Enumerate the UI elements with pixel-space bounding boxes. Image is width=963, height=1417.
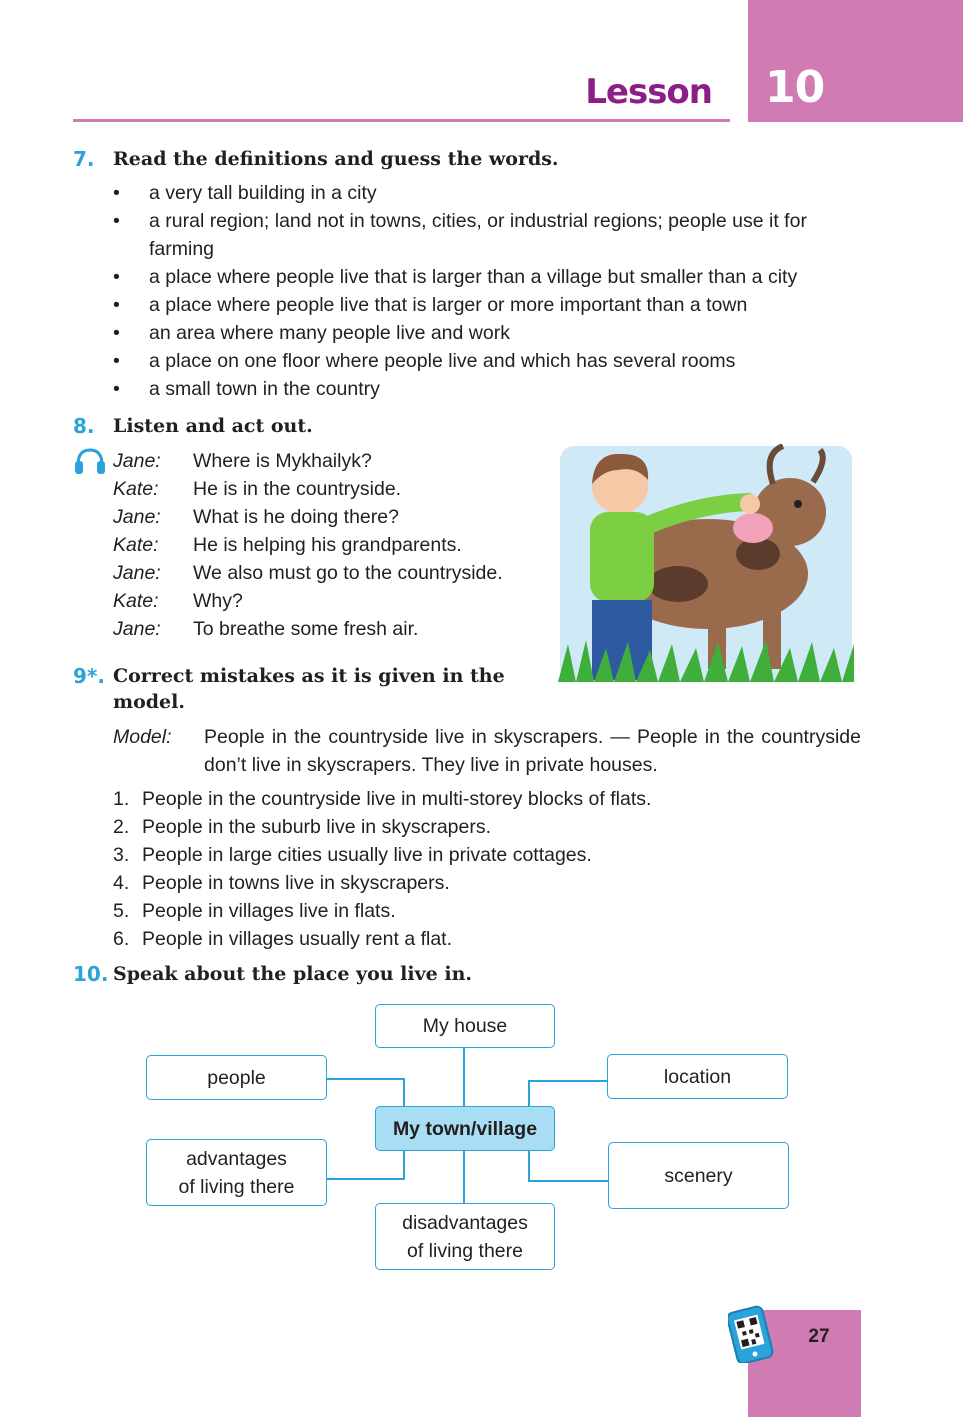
exercise-9-title-line-1: Correct mistakes as it is given in the (113, 665, 505, 687)
model-text: People in the countryside live in skyscrapers. — People in the countryside don’t live in skyscrapers. They live in private houses. (204, 726, 861, 776)
dialog-line: Kate: Why? (113, 590, 243, 612)
lesson-title: Lesson (585, 72, 712, 112)
connector-line (403, 1150, 405, 1180)
dialog-line: Jane: Where is Mykhailyk? (113, 450, 372, 472)
list-item: 4. People in towns live in skyscrapers. (113, 872, 450, 894)
header-divider (73, 119, 730, 122)
qr-phone-icon[interactable] (728, 1303, 774, 1363)
exercise-9-number: 9*. (73, 664, 105, 688)
list-item: • a place where people live that is larger than a village but smaller than a city (113, 266, 798, 288)
connector-line (326, 1078, 405, 1080)
list-item: 2. People in the suburb live in skyscrapers. (113, 816, 492, 838)
lesson-number: 10 (765, 62, 825, 113)
dialog (113, 447, 553, 643)
connector-line (463, 1047, 465, 1107)
list-item: 6. People in villages usually rent a flat. (113, 928, 453, 950)
list-item: • a very tall building in a city (113, 182, 377, 204)
node-location: location (607, 1054, 788, 1099)
page-number: 27 (808, 1326, 830, 1347)
dialog-line: Kate: He is helping his grandparents. (113, 534, 462, 556)
exercise-10-title: Speak about the place you live in. (113, 963, 473, 985)
connector-line (403, 1078, 405, 1107)
node-my-house: My house (375, 1004, 555, 1048)
exercise-7-number: 7. (73, 147, 95, 171)
connector-line (528, 1080, 608, 1082)
list-item: • an area where many people live and work (113, 322, 510, 344)
connector-line (528, 1180, 609, 1182)
dialog-line: Jane: To breathe some fresh air. (113, 618, 419, 640)
connector-line (463, 1150, 465, 1204)
model-label: Model: (113, 726, 172, 748)
node-scenery: scenery (608, 1142, 789, 1209)
dialog-line: Jane: What is he doing there? (113, 506, 399, 528)
node-advantages: advantages of living there (146, 1139, 327, 1206)
connector-line (528, 1150, 530, 1182)
list-item: 1. People in the countryside live in multi-storey blocks of flats. (113, 788, 652, 810)
dialog-line: Jane: We also must go to the countryside. (113, 562, 503, 584)
connector-line (326, 1178, 405, 1180)
exercise-10-number: 10. (73, 962, 109, 986)
list-item: • a small town in the country (113, 378, 380, 400)
boy-with-cow-illustration (558, 444, 854, 686)
list-item: 5. People in villages live in flats. (113, 900, 396, 922)
list-item: • a rural region; land not in towns, cities, or industrial regions; people use it for farming (113, 210, 807, 260)
headphones-icon[interactable] (73, 447, 107, 475)
definitions-list (113, 179, 873, 403)
connector-line (528, 1080, 530, 1107)
dialog-line: Kate: He is in the countryside. (113, 478, 402, 500)
node-my-town-village: My town/village (375, 1106, 555, 1151)
node-people: people (146, 1055, 327, 1100)
exercise-8-title: Listen and act out. (113, 415, 313, 437)
list-item: • a place on one floor where people live and which has several rooms (113, 350, 736, 372)
list-item: 3. People in large cities usually live in private cottages. (113, 844, 592, 866)
node-disadvantages: disadvantages of living there (375, 1203, 555, 1270)
exercise-9-title-line-2: model. (113, 691, 185, 713)
mistakes-list (113, 785, 873, 953)
exercise-7-title: Read the definitions and guess the words. (113, 148, 559, 170)
exercise-8-number: 8. (73, 414, 95, 438)
list-item: • a place where people live that is larger or more important than a town (113, 294, 748, 316)
